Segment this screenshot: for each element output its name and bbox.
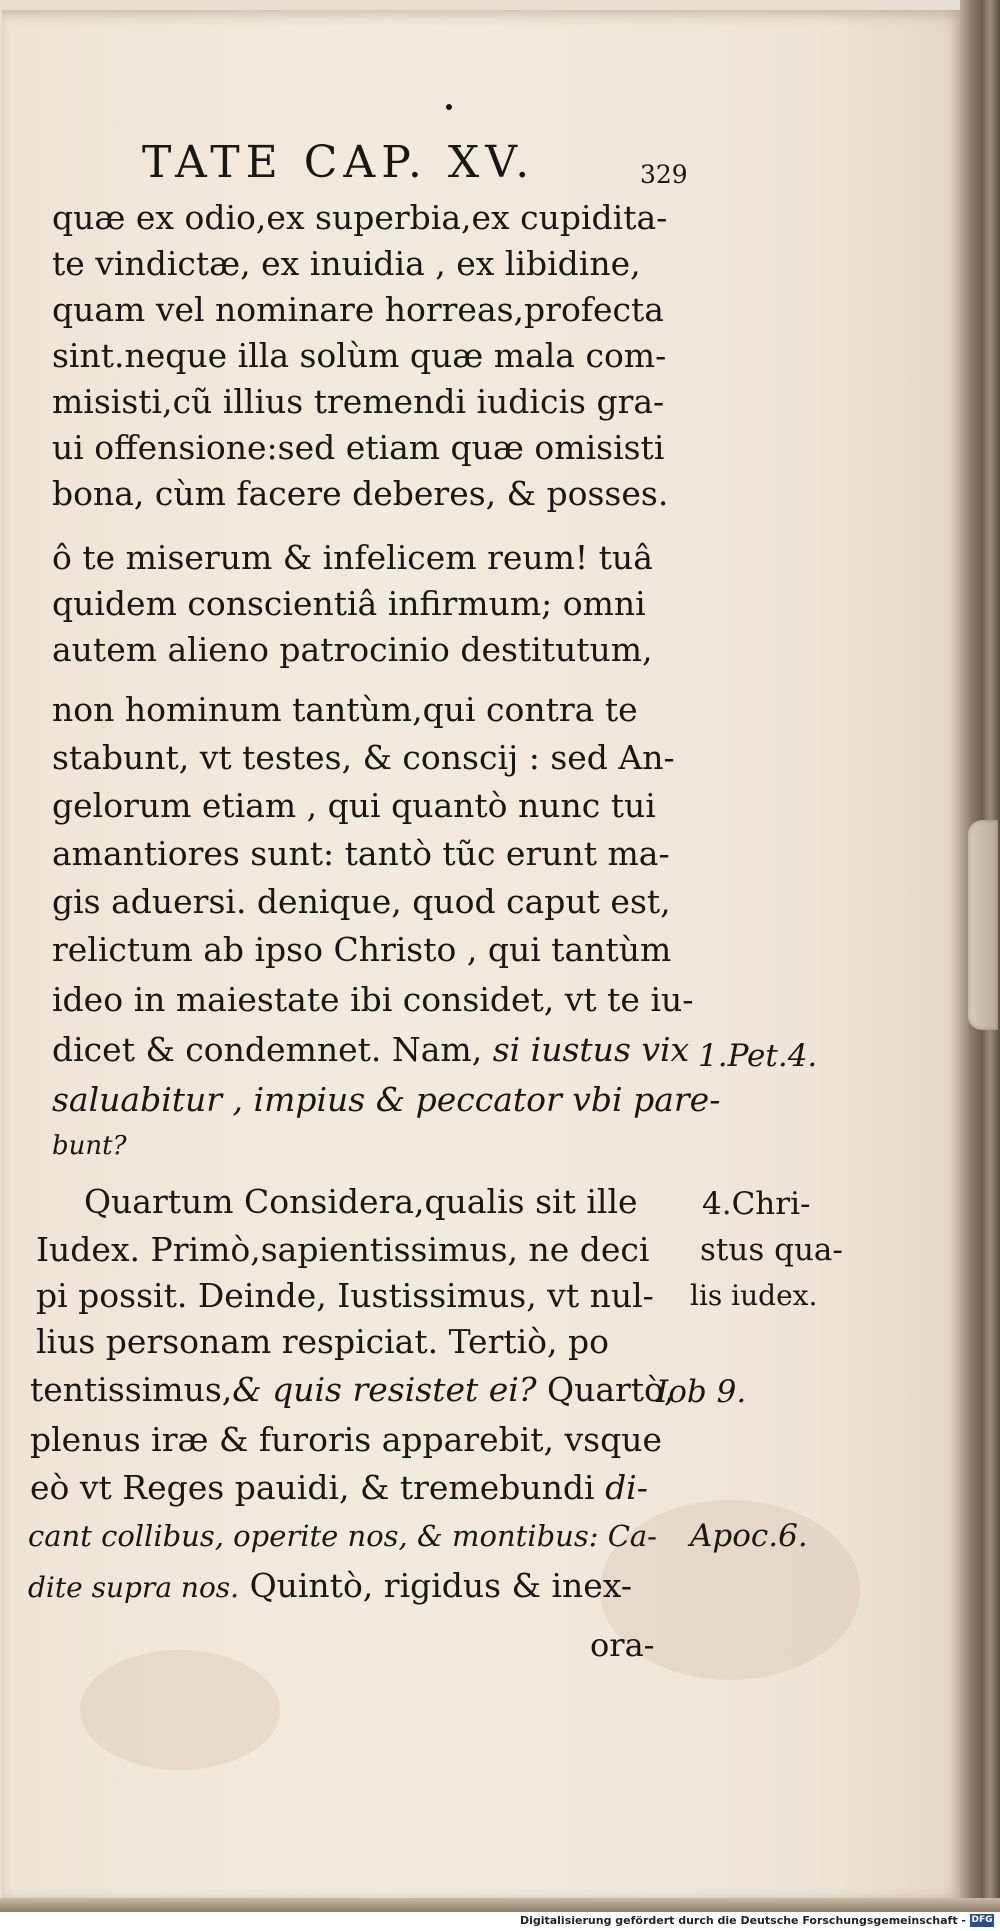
text-line: amantiores sunt: tantò tũc erunt ma- (52, 834, 670, 873)
book-clasp (968, 820, 998, 1030)
text-line-italic: bunt? (52, 1131, 127, 1161)
text-italic: & quis resistet ei? (232, 1370, 537, 1409)
text-line: quæ ex odio,ex superbia,ex cupidita- (52, 198, 668, 237)
text-line: sint.neque illa solùm quæ mala com- (52, 336, 667, 375)
margin-heading-line: stus qua- (700, 1232, 843, 1268)
text-line-italic: cant collibus, operite nos, & montibus: Ca- (28, 1519, 657, 1553)
text-line: autem alieno patrocinio destitutum, (52, 630, 653, 669)
text-line: ui offensione:sed etiam quæ omisisti (52, 428, 665, 467)
text-italic: dite supra nos. (28, 1571, 240, 1604)
text-line: te vindictæ, ex inuidia , ex libidine, (52, 244, 641, 283)
ink-dot (446, 104, 452, 110)
margin-heading-line: 4.Chri- (702, 1186, 811, 1222)
footer-credit: Digitalisierung gefördert durch die Deutsche Forschungsgemeinschaft - (519, 1914, 966, 1927)
text-line: misisti,cũ illius tremendi iudicis gra- (52, 382, 665, 421)
text-line: pi possit. Deinde, Iustissimus, vt nul- (36, 1276, 654, 1315)
dfg-logo: DFG (971, 1915, 993, 1925)
text-roman: Quartò, (536, 1370, 675, 1409)
catchword: ora- (590, 1626, 655, 1664)
margin-reference: Apoc.6. (690, 1518, 808, 1554)
text-line: stabunt, vt testes, & conscij : sed An- (52, 738, 675, 777)
text-line: plenus iræ & furoris apparebit, vsque (30, 1420, 663, 1459)
text-line: bona, cùm facere deberes, & posses. (52, 474, 669, 513)
margin-reference: 1.Pet.4. (698, 1038, 818, 1074)
text-line: ô te miserum & infelicem reum! tuâ (52, 538, 653, 577)
text-line: ideo in maiestate ibi considet, vt te iu- (52, 980, 694, 1019)
text-roman: eò vt Reges pauidi, & tremebundi (30, 1468, 606, 1507)
margin-heading-line: lis iudex. (690, 1279, 818, 1312)
text-roman: dicet & condemnet. Nam, (52, 1030, 493, 1069)
text-line: quidem conscientiâ infirmum; omni (52, 584, 646, 623)
text-line: non hominum tantùm,qui contra te (52, 690, 638, 729)
text-line: Iudex. Primò,sapientissimus, ne deci (36, 1230, 650, 1269)
running-head-title: TATE CAP. XV. (142, 137, 536, 188)
margin-reference: Iob 9. (656, 1374, 747, 1410)
text-line-italic: saluabitur , impius & peccator vbi pare- (52, 1080, 721, 1119)
page-number: 329 (640, 160, 688, 189)
text-line (52, 1030, 689, 1070)
page-bottom-edge (0, 1898, 1000, 1912)
text-line (30, 1468, 648, 1508)
paragraph-first-line: Quartum Considera,qualis sit ille (84, 1182, 638, 1221)
text-roman: Quintò, rigidus & inex- (239, 1566, 632, 1605)
text-roman: tentissimus, (30, 1370, 233, 1409)
text-line: relictum ab ipso Christo , qui tantùm (52, 930, 672, 969)
text-italic: si iustus vix (492, 1030, 690, 1069)
paper-stain (80, 1650, 280, 1770)
text-italic: di- (605, 1468, 648, 1507)
text-line: quam vel nominare horreas,profecta (52, 290, 664, 329)
text-line (28, 1566, 632, 1608)
text-line (30, 1370, 674, 1410)
text-line: lius personam respiciat. Tertiò, po (36, 1322, 610, 1361)
text-line: gis aduersi. denique, quod caput est, (52, 882, 671, 921)
text-line: gelorum etiam , qui quantò nunc tui (52, 786, 656, 825)
